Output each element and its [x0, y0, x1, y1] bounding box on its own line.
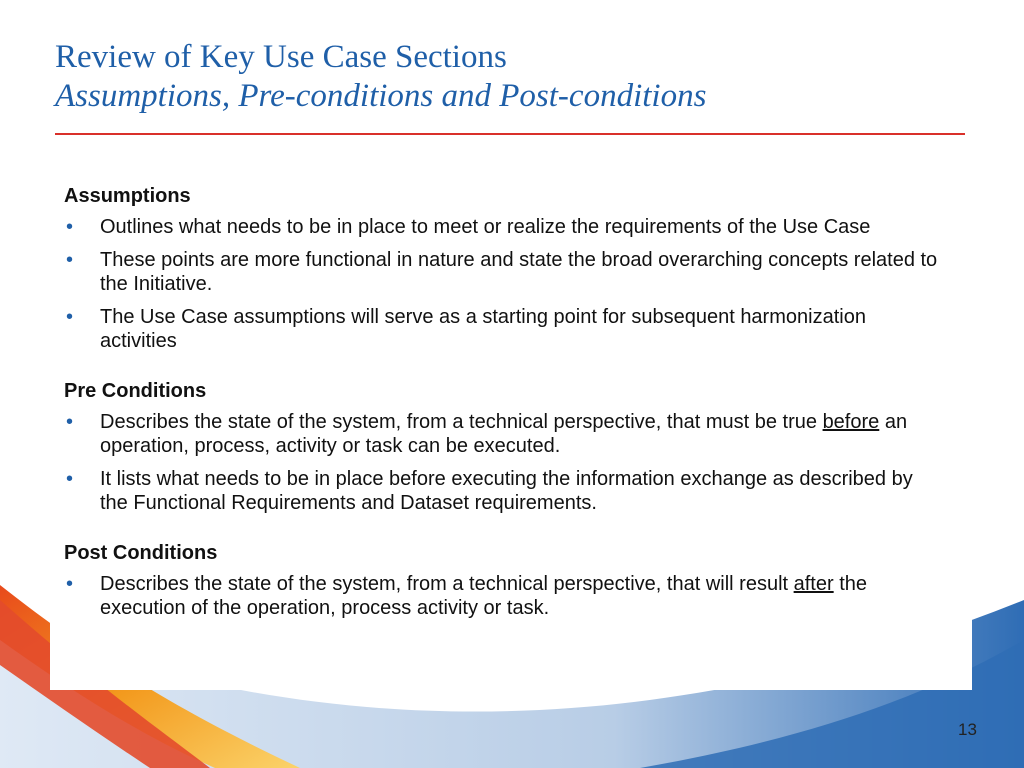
list-item — [64, 305, 942, 353]
emphasis-after: after — [793, 573, 834, 595]
bullet-text — [100, 411, 907, 457]
bullet-text: Outlines what needs to be in place to meet or realize the requirements of the Use Case — [100, 216, 871, 238]
section-heading: Assumptions — [64, 185, 191, 207]
bullet-list — [64, 215, 942, 353]
list-item — [64, 215, 942, 239]
section-post-conditions — [64, 541, 942, 620]
emphasis-before: before — [822, 411, 880, 433]
bullet-text: These points are more functional in nature and state the broad overarching concepts related to the Initiative. — [100, 249, 938, 295]
content-box — [50, 170, 972, 690]
bullet-list — [64, 572, 942, 620]
bullet-text: It lists what needs to be in place before executing the information exchange as described by the Functional Requirements and Dataset requirements. — [100, 468, 913, 514]
page-number: 13 — [958, 720, 977, 739]
bullet-icon: • — [66, 468, 74, 490]
section-heading: Pre Conditions — [64, 380, 207, 402]
list-item — [64, 248, 942, 296]
bullet-text-end: an operation, process, activity or task can be executed. — [100, 411, 908, 457]
bullet-text: The Use Case assumptions will serve as a starting point for subsequent harmonization activities — [100, 306, 866, 352]
section-heading: Post Conditions — [64, 542, 218, 564]
bullet-icon: • — [66, 411, 74, 433]
slide-subtitle: Assumptions, Pre-conditions and Post-conditions — [55, 78, 707, 114]
bullet-text-start: Describes the state of the system, from a technical perspective, that must be true — [100, 411, 823, 433]
slide-title: Review of Key Use Case Sections — [55, 39, 507, 75]
bullet-text-end: the execution of the operation, process activity or task. — [100, 573, 868, 619]
list-item — [64, 572, 942, 620]
list-item — [64, 467, 942, 515]
section-pre-conditions — [64, 379, 942, 515]
section-assumptions — [64, 184, 942, 353]
title-block — [55, 38, 985, 116]
bullet-icon: • — [66, 249, 74, 271]
bullet-list — [64, 410, 942, 515]
bullet-icon: • — [66, 216, 74, 238]
list-item — [64, 410, 942, 458]
bullet-icon: • — [66, 573, 74, 595]
bullet-icon: • — [66, 306, 74, 328]
bullet-text-start: Describes the state of the system, from a technical perspective, that will result — [100, 573, 794, 595]
bullet-text — [100, 573, 867, 619]
title-divider — [55, 133, 965, 135]
